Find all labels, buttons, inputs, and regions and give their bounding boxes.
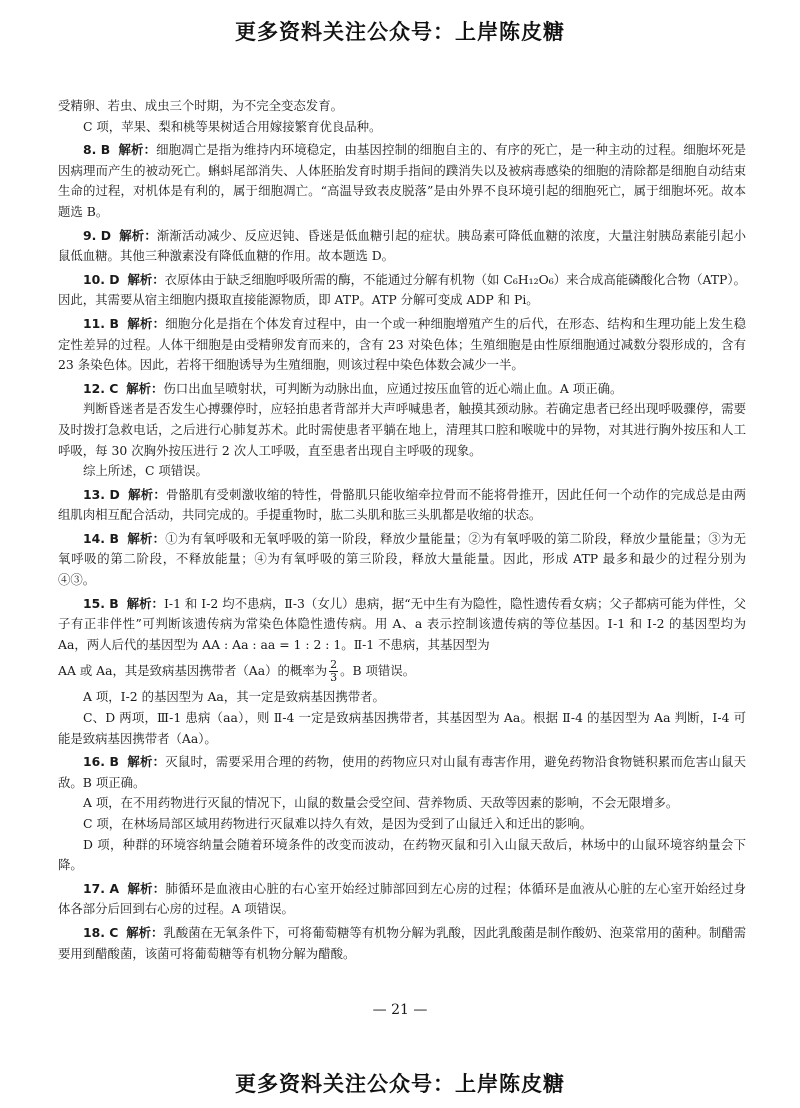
answer-number: 11. B xyxy=(83,315,119,331)
paragraph-q15-probability xyxy=(58,659,746,684)
answer-text: 灭鼠时，需要采用合理的药物，使用的药物应只对山鼠有毒害作用，避免药物沿食物链积累而危害山鼠天敌。B 项正确。 xyxy=(58,754,746,790)
answer-q15 xyxy=(58,594,746,656)
analysis-label: 解析： xyxy=(126,380,164,396)
paragraph-q16-d: D 项，种群的环境容纳量会随着环境条件的改变而波动，在药物灭鼠和引入山鼠天敌后，林场中的山鼠环境容纳量会下降。 xyxy=(58,836,746,873)
answer-text: 细胞分化是指在个体发育过程中，由一个或一种细胞增殖产生的后代，在形态、结构和生理功能上发生稳定性差异的过程。人体干细胞是由受精卵发育而来的，含有 23 对染色体；生殖细胞是由性原细胞通过减数分裂形成的，含有 23 条染色体。因此，若将干细胞诱导为生殖细胞，则该过程中染色体数会减少一半。 xyxy=(58,315,746,373)
answer-number: 10. D xyxy=(83,271,120,287)
paragraph-q16-a: A 项，在不用药物进行灭鼠的情况下，山鼠的数量会受空间、营养物质、天敌等因素的影响，不会无限增多。 xyxy=(83,795,679,811)
answer-q10 xyxy=(58,270,746,311)
answer-number: 8. B xyxy=(83,142,111,158)
answer-q16 xyxy=(58,752,746,793)
answer-number: 18. C xyxy=(83,924,119,940)
analysis-label: 解析： xyxy=(126,595,164,611)
paragraph-continuation: 受精卵、若虫、成虫三个时期，为不完全变态发育。 xyxy=(58,98,343,113)
answer-text: ①为有氧呼吸和无氧呼吸的第一阶段，释放少量能量；②为有氧呼吸的第二阶段，释放少量能量；③为无氧呼吸的第二阶段，不释放能量；④为有氧呼吸的第三阶段，释放大量能量。因此，形成 ATP 最多和最少的过程分别为④③。 xyxy=(58,530,746,588)
answer-number: 14. B xyxy=(83,530,119,546)
answer-text: 肺循环是血液由心脏的右心室开始经过肺部回到左心房的过程；体循环是血液从心脏的左心室开始经过身体各部分后回到右心房的过程。A 项错误。 xyxy=(58,880,746,917)
probability-text: AA 或 Aa，其是致病基因携带者（Aa）的概率为 xyxy=(58,663,328,679)
answer-number: 16. B xyxy=(83,754,119,770)
probability-fraction xyxy=(329,659,338,684)
answer-number: 17. A xyxy=(83,880,120,896)
analysis-label: 解析： xyxy=(127,754,166,770)
answer-text: 伤口出血呈喷射状，可判断为动脉出血，应通过按压血管的近心端止血。A 项正确。 xyxy=(163,380,623,396)
answer-text: 渐渐活动减少、反应迟钝、昏迷是低血糖引起的症状。胰岛素可降低血糖的浓度，大量注射胰岛素能引起小鼠低血糖。其他三种激素没有降低血糖的作用。故本题选 D。 xyxy=(58,227,746,264)
answer-q18 xyxy=(58,923,746,964)
answer-number: 13. D xyxy=(83,486,120,502)
top-watermark-banner: 更多资料关注公众号：上岸陈皮糖 xyxy=(235,20,565,44)
answer-number: 9. D xyxy=(83,227,112,243)
paragraph-q16-c: C 项，在林场局部区域用药物进行灭鼠难以持久有效，是因为受到了山鼠迁入和迁出的影响。 xyxy=(83,816,593,831)
analysis-label: 解析： xyxy=(128,486,166,502)
answer-explanations xyxy=(58,96,746,964)
page-number: — 21 — xyxy=(372,1002,428,1018)
analysis-label: 解析： xyxy=(127,530,166,546)
answer-text: 衣原体由于缺乏细胞呼吸所需的酶，不能通过分解有机物（如 C₆H₁₂O₆）来合成高能磷酸化合物（ATP）。因此，其需要从宿主细胞内摄取直接能源物质，即 ATP。ATP 分解可变成 ADP 和 Pi。 xyxy=(58,271,746,308)
paragraph-q7-c: C 项，苹果、梨和桃等果树适合用嫁接繁育优良品种。 xyxy=(83,118,382,134)
analysis-label: 解析： xyxy=(126,924,164,940)
analysis-label: 解析： xyxy=(127,271,165,287)
answer-q11 xyxy=(58,314,746,376)
fraction-numerator: 2 xyxy=(330,658,338,672)
answer-text: 乳酸菌在无氧条件下，可将葡萄糖等有机物分解为乳酸，因此乳酸菌是制作酸奶、泡菜常用的菌种。制醋需要用到醋酸菌，该菌可将葡萄糖等有机物分解为醋酸。 xyxy=(58,924,747,961)
answer-text: Ⅰ-1 和 Ⅰ-2 均不患病，Ⅱ-3（女儿）患病，据“无中生有为隐性，隐性遗传看女病；父子都病可能为伴性，父子有正非伴性”可判断该遗传病为常染色体隐性遗传病。用 A、a 表示控制该遗传病的等位基因。Ⅰ-1 和 Ⅰ-2 的基因型均为 Aa，两人后代的基因型为 AA : Aa : aa = 1 : 2 : 1。Ⅱ-1 不患病，其基因型为 xyxy=(58,595,746,652)
answer-text: 细胞凋亡是指为维持内环境稳定，由基因控制的细胞自主的、有序的死亡，是一种主动的过程。细胞坏死是因病理而产生的被动死亡。蝌蚪尾部消失、人体胚胎发育时期手指间的蹼消失以及被病毒感染的细胞的清除都是细胞自动结束生命的过程，对机体是有利的，属于细胞凋亡。“高温导致表皮脱落”是由外界不良环境引起的细胞死亡，属于细胞坏死。故本题选 B。 xyxy=(58,142,747,219)
probability-conclusion: 。B 项错误。 xyxy=(340,663,416,679)
answer-text: 骨骼肌有受刺激收缩的特性，骨骼肌只能收缩牵拉骨而不能将骨推开，因此任何一个动作的完成总是由两组肌肉相互配合活动，共同完成的。手提重物时，肱二头肌和肱三头肌都是收缩的状态。 xyxy=(58,486,746,523)
analysis-label: 解析： xyxy=(127,315,166,331)
analysis-label: 解析： xyxy=(127,880,166,896)
bottom-watermark-banner: 更多资料关注公众号：上岸陈皮糖 xyxy=(235,1072,565,1096)
answer-number: 12. C xyxy=(83,380,119,396)
analysis-label: 解析： xyxy=(118,142,157,158)
answer-q8 xyxy=(58,140,746,222)
analysis-label: 解析： xyxy=(119,227,157,243)
answer-number: 15. B xyxy=(83,595,119,611)
answer-q13 xyxy=(58,485,746,526)
answer-q17 xyxy=(58,879,746,920)
paragraph-q12-detail: 判断昏迷者是否发生心搏骤停时，应轻拍患者背部并大声呼喊患者，触摸其颈动脉。若确定患者已经出现呼吸骤停，需要及时拨打急救电话，之后进行心肺复苏术。此时需使患者平躺在地上，清理其口腔和喉咙中的异物，对其进行胸外按压和人工呼吸，每 30 次胸外按压进行 2 次人工呼吸，直至患者出现自主呼吸的现象。 xyxy=(58,401,746,458)
paragraph-q15-cd: C、D 两项，Ⅲ-1 患病（aa），则 Ⅱ-4 一定是致病基因携带者，其基因型为 Aa。根据 Ⅱ-4 的基因型为 Aa 判断，Ⅰ-4 可能是致病基因携带者（Aa）。 xyxy=(58,710,746,746)
paragraph-q15-a: A 项，Ⅰ-2 的基因型为 Aa，其一定是致病基因携带者。 xyxy=(83,689,385,705)
answer-q12 xyxy=(58,379,746,400)
paragraph-q12-summary: 综上所述，C 项错误。 xyxy=(83,463,208,479)
answer-q9 xyxy=(58,226,746,267)
fraction-denominator: 3 xyxy=(330,671,338,685)
answer-q14 xyxy=(58,529,746,591)
